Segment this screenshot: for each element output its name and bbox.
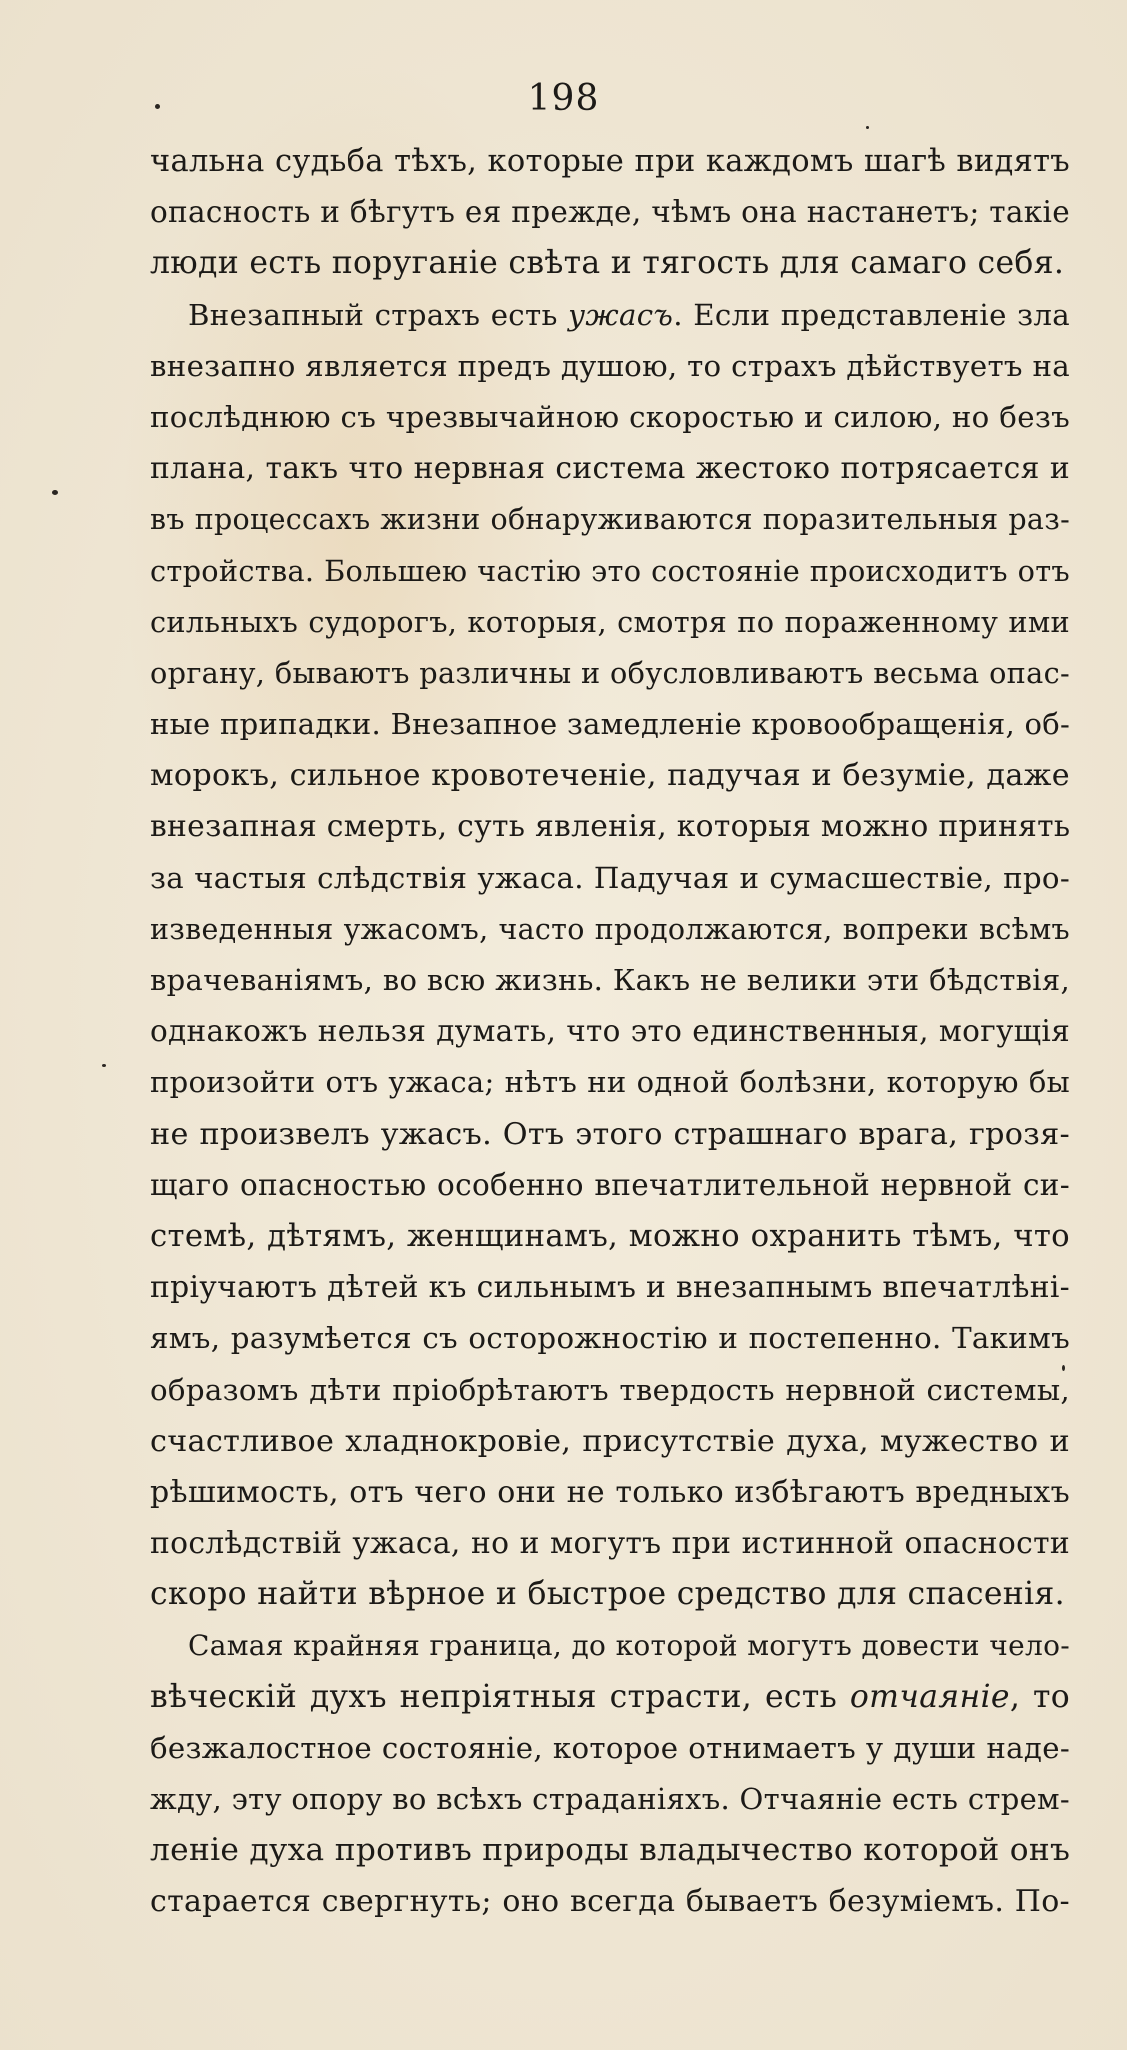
- text-line: послѣдствій ужаса, но и могутъ при истинной опасности: [150, 1526, 1070, 1562]
- text-line: люди есть поруганіе свѣта и тягость для самаго себя.: [150, 245, 1065, 282]
- body-text: [150, 136, 1070, 1928]
- print-speck: [52, 490, 58, 495]
- text-line: сильныхъ судорогъ, которыя, смотря по пораженному ими: [150, 604, 1070, 639]
- text-line: старается свергнуть; оно всегда бываетъ безуміемъ. По-: [150, 1884, 1070, 1920]
- text-line: послѣднюю съ чрезвычайною скоростью и силою, но безъ: [150, 399, 1070, 434]
- text-line: скоро найти вѣрное и быстрое средство для спасенія.: [150, 1576, 1065, 1613]
- text-line: [150, 290, 1070, 341]
- paragraph: [150, 136, 1070, 290]
- text-line: леніе духа противъ природы владычество которой онъ: [150, 1832, 1071, 1869]
- print-speck: [155, 104, 160, 109]
- paragraph: [150, 290, 1070, 1621]
- text-line: за частыя слѣдствія ужаса. Падучая и сумасшествіе, про-: [150, 860, 1070, 895]
- text-run: . Если представленіе зла: [673, 297, 1070, 332]
- text-line: однакожъ нельзя думать, что это единственныя, могущія: [150, 1014, 1070, 1049]
- text-line: изведенныя ужасомъ, часто продолжаются, вопреки всѣмъ: [150, 912, 1070, 946]
- text-line: ямъ, разумѣется съ осторожностію и постепенно. Такимъ: [150, 1321, 1070, 1356]
- emphasized-term: ужасъ: [568, 297, 674, 332]
- text-line: [150, 1672, 1070, 1723]
- text-line: плана, такъ что нервная система жестоко потрясается и: [150, 451, 1070, 487]
- text-run: вѣческій духъ непріятныя страсти, есть: [150, 1678, 850, 1715]
- text-line: не произвелъ ужасъ. Отъ этого страшнаго врага, грозя-: [150, 1116, 1070, 1152]
- text-line: произойти отъ ужаса; нѣтъ ни одной болѣзни, которую бы: [150, 1065, 1070, 1100]
- text-line: стройства. Большею частію это состояніе происходитъ отъ: [150, 553, 1070, 588]
- text-run: Внезапный страхъ есть: [188, 297, 569, 332]
- print-speck: [102, 1064, 106, 1067]
- text-line: счастливое хладнокровіе, присутствіе духа, мужество и: [150, 1423, 1070, 1459]
- text-line: пріучаютъ дѣтей къ сильнымъ и внезапнымъ впечатлѣні-: [150, 1270, 1070, 1306]
- text-line: морокъ, сильное кровотеченіе, падучая и безуміе, даже: [150, 758, 1070, 794]
- emphasized-term: отчаяніе: [849, 1678, 1010, 1715]
- text-line: въ процессахъ жизни обнаруживаются поразительныя раз-: [150, 503, 1070, 537]
- text-line: рѣшимость, отъ чего они не только избѣгаютъ вредныхъ: [150, 1474, 1070, 1510]
- text-line: Самая крайняя граница, до которой могутъ довести чело-: [188, 1629, 1070, 1663]
- text-line: органу, бываютъ различны и обусловливаютъ весьма опас-: [150, 655, 1070, 690]
- text-line: стемѣ, дѣтямъ, женщинамъ, можно охранить тѣмъ, что: [150, 1217, 1070, 1254]
- text-line: чальна судьба тѣхъ, которые при каждомъ шагѣ видятъ: [150, 144, 1070, 179]
- print-speck: [866, 126, 869, 129]
- text-line: щаго опасностью особенно впечатлительной нервной си-: [150, 1167, 1070, 1202]
- text-line: образомъ дѣти пріобрѣтаютъ твердость нервной системы,: [150, 1372, 1070, 1407]
- text-line: опасность и бѣгутъ ея прежде, чѣмъ она настанетъ; такіе: [150, 195, 1070, 230]
- paragraph: [150, 1620, 1070, 1927]
- text-line: жду, эту опору во всѣхъ страданіяхъ. Отчаяніе есть стрем-: [150, 1782, 1070, 1816]
- text-line: внезапная смерть, суть явленія, которыя можно принять: [150, 809, 1071, 845]
- text-run: , то: [1009, 1678, 1070, 1715]
- text-line: внезапно является предъ душою, то страхъ дѣйствуетъ на: [150, 348, 1070, 383]
- page-number: 198: [527, 78, 600, 119]
- text-line: ные припадки. Внезапное замедленіе кровообращенія, об-: [150, 707, 1071, 742]
- text-line: безжалостное состояніе, которое отнимаетъ у души наде-: [150, 1730, 1070, 1765]
- text-line: врачеваніямъ, во всю жизнь. Какъ не велики эти бѣдствія,: [150, 963, 1070, 997]
